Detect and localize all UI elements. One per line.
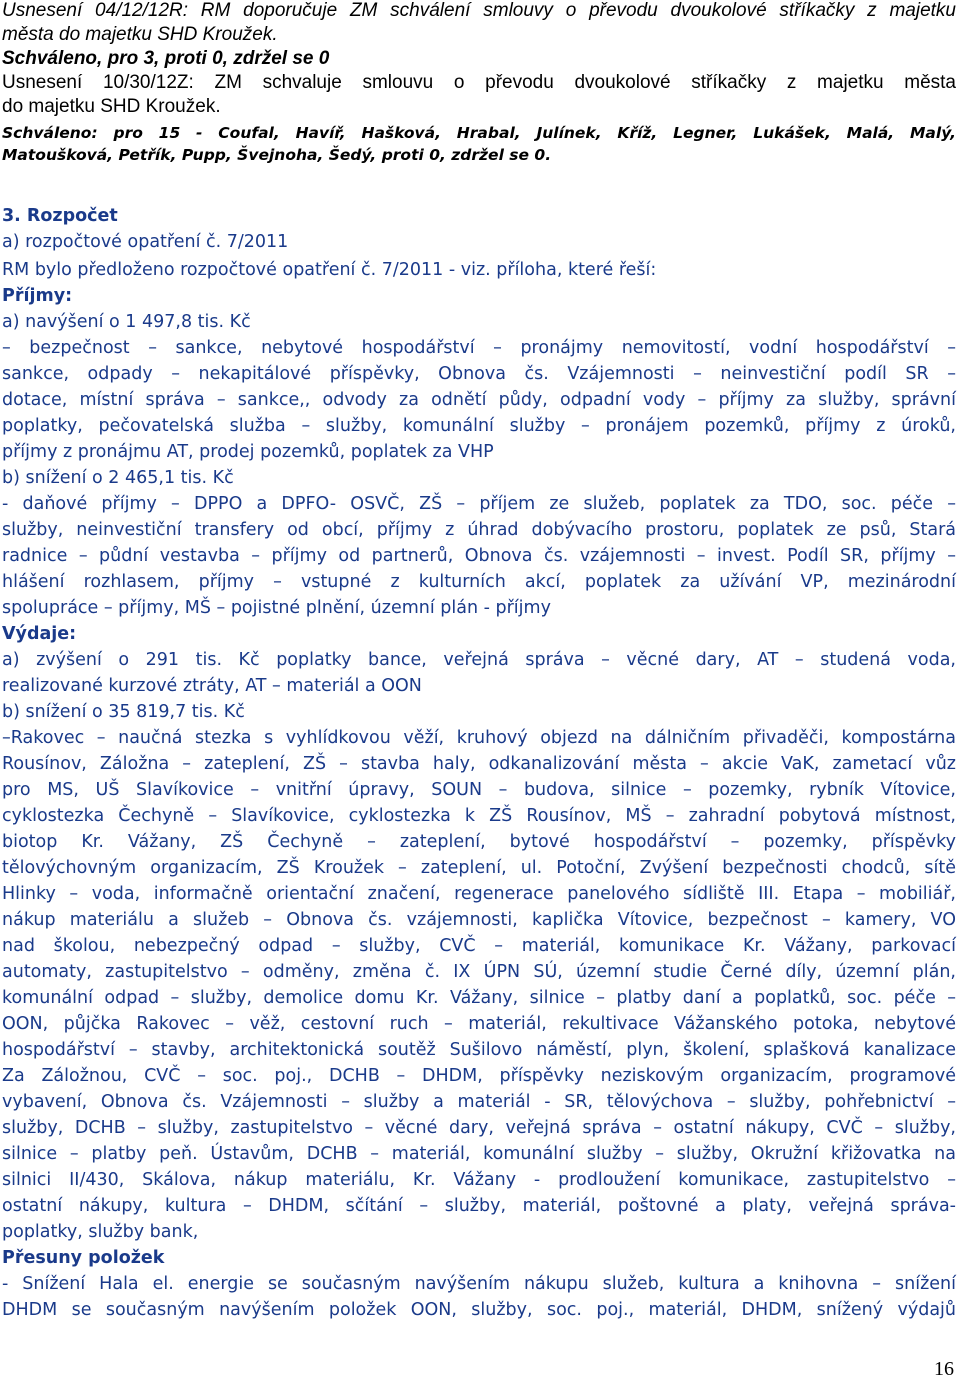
expenses-decrease-line: hospodářství – stavby, architektonická soutěž Sušilovo náměstí, plyn, školení, splašková kanalizace: [2, 1040, 956, 1060]
expenses-decrease-line: Hlinky – voda, informačně orientační značení, regenerace panelového sídliště III. Etapa – mobiliář,: [2, 884, 956, 904]
income-decrease-line: - daňové příjmy – DPPO a DPFO- OSVČ, ZŠ – příjem ze služeb, poplatek za TDO, soc. péče –: [2, 494, 956, 514]
section-intro: RM bylo předloženo rozpočtové opatření č. 7/2011 - viz. příloha, které řeší:: [2, 260, 657, 280]
resolution-vote-2: Schváleno: pro 15 - Coufal, Havíř, Hašková, Hrabal, Julínek, Kříž, Legner, Lukášek, Malá, Malý,: [2, 124, 956, 142]
income-line: sankce, odpady – nekapitálové příspěvky, Obnova čs. Vzájemnosti – neinvestiční podíl SR –: [2, 364, 956, 384]
expenses-decrease-line: automaty, zastupitelstvo – odměny, změna č. IX ÚPN SÚ, územní studie Černé díly, územní plán,: [2, 962, 956, 982]
transfers-heading: Přesuny položek: [2, 1248, 165, 1268]
expenses-decrease-line: silnice – platby peň. Ústavům, DCHB – materiál, komunální služby – služby, Okružní křižovatka na: [2, 1144, 956, 1164]
expenses-heading: Výdaje:: [2, 624, 77, 644]
income-decrease-line: hlášení rozhlasem, příjmy – vstupné z kulturních akcí, poplatek za užívání VP, mezinárodní: [2, 572, 956, 592]
expenses-decrease-line: poplatky, služby bank,: [2, 1222, 199, 1242]
resolution-line-4: Usnesení 10/30/12Z: ZM schvaluje smlouvu o převodu dvoukolové stříkačky z majetku města: [2, 72, 956, 93]
income-line: – bezpečnost – sankce, nebytové hospodářství – pronájmy nemovitostí, vodní hospodářství –: [2, 338, 956, 358]
page-number: 16: [934, 1358, 954, 1380]
expenses-increase-line: realizované kurzové ztráty, AT – materiál a OON: [2, 676, 422, 696]
income-heading: Příjmy:: [2, 286, 73, 306]
income-decrease-line: služby, neinvestiční transfery od obcí, příjmy z úhrad dobývacího prostoru, poplatek ze psů, Stará: [2, 520, 956, 540]
income-decrease-line: radnice – půdní vestavba – příjmy od partnerů, Obnova čs. vzájemnosti – invest. Podíl SR, příjmy –: [2, 546, 956, 566]
income-line: poplatky, pečovatelská služba – služby, komunální služby – pronájem pozemků, příjmy z úroků,: [2, 416, 956, 436]
expenses-decrease-line: vybavení, Obnova čs. Vzájemnosti – služby a materiál - SR, tělovýchova – služby, pohřebnictví –: [2, 1092, 956, 1112]
expenses-decrease-line: –Rakovec – naučná stezka s vyhlídkovou věží, kruhový objezd na dálničním přivaděči, kompostárna: [2, 728, 956, 748]
expenses-decrease-line: Rousínov, Záložna – zateplení, ZŠ – stavba haly, odkanalizování města – akcie VaK, zametací vůz: [2, 754, 956, 774]
income-increase: a) navýšení o 1 497,8 tis. Kč: [2, 312, 251, 332]
income-line: příjmy z pronájmu AT, prodej pozemků, poplatek za VHP: [2, 442, 494, 462]
resolution-line-2: města do majetku SHD Kroužek.: [2, 24, 278, 45]
expenses-decrease-line: Za Záložnou, CVČ – soc. poj., DCHB – DHDM, příspěvky neziskovým organizacím, programové: [2, 1066, 956, 1086]
expenses-decrease-line: OON, půjčka Rakovec – věž, cestovní ruch – materiál, rekultivace Vážanského potoka, nebytové: [2, 1014, 956, 1034]
expenses-decrease-line: komunální odpad – služby, demolice domu Kr. Vážany, silnice – platby daní a poplatků, soc. péče –: [2, 988, 956, 1008]
expenses-decrease-line: cyklostezka Čechyně – Slavíkovice, cyklostezka k ZŠ Rousínov, MŠ – zahradní pobytová místnost,: [2, 806, 956, 826]
expenses-decrease-line: nad školou, nebezpečný odpad – služby, CVČ – materiál, komunikace Kr. Vážany, parkovací: [2, 936, 956, 956]
resolution-line-1: Usnesení 04/12/12R: RM doporučuje ZM schválení smlouvy o převodu dvoukolové stříkačky z majetku: [2, 0, 956, 21]
income-line: dotace, místní správa – sankce,, odvody za odnětí půdy, odpadní vody – příjmy za služby, správní: [2, 390, 956, 410]
income-decrease: b) snížení o 2 465,1 tis. Kč: [2, 468, 234, 488]
expenses-decrease-line: silnici II/430, Skálova, nákup materiálu, Kr. Vážany - prodloužení komunikace, zastupitelstvo –: [2, 1170, 956, 1190]
expenses-decrease-line: pro MS, UŠ Slavíkovice – vnitřní úpravy, SOUN – budova, silnice – pozemky, rybník Vítovice,: [2, 780, 956, 800]
expenses-decrease-line: biotop Kr. Vážany, ZŠ Čechyně – zateplení, bytové hospodářství – pozemky, příspěvky: [2, 832, 956, 852]
section-subtitle: a) rozpočtové opatření č. 7/2011: [2, 232, 289, 252]
transfers-line: DHDM se současným navýšením položek OON, služby, soc. poj., materiál, DHDM, snížený výdajů: [2, 1300, 956, 1320]
resolution-vote-1: Schváleno, pro 3, proti 0, zdržel se 0: [2, 48, 330, 69]
resolution-vote-2-cont: Matoušková, Petřík, Pupp, Švejnoha, Šedý, proti 0, zdržel se 0.: [2, 146, 552, 164]
expenses-decrease-line: služby, DCHB – služby, zastupitelstvo – věcné dary, veřejná správa – ostatní nákupy, CVČ – služby,: [2, 1118, 956, 1138]
expenses-decrease-line: tělovýchovným organizacím, ZŠ Kroužek – zateplení, ul. Potoční, Zvýšení bezpečnosti chodců, sítě: [2, 858, 956, 878]
section-title: 3. Rozpočet: [2, 206, 118, 226]
expenses-decrease-line: ostatní nákupy, kultura – DHDM, sčítání – služby, materiál, poštovné a platy, veřejná správa-: [2, 1196, 956, 1216]
expenses-decrease: b) snížení o 35 819,7 tis. Kč: [2, 702, 245, 722]
expenses-decrease-line: nákup materiálu a služeb – Obnova čs. vzájemnosti, kaplička Vítovice, bezpečnost – kamery, VO: [2, 910, 956, 930]
income-decrease-line: spolupráce – příjmy, MŠ – pojistné plnění, územní plán - příjmy: [2, 598, 551, 618]
resolution-line-5: do majetku SHD Kroužek.: [2, 96, 221, 117]
expenses-increase-line: a) zvýšení o 291 tis. Kč poplatky bance, veřejná správa – věcné dary, AT – studená voda,: [2, 650, 956, 670]
transfers-line: - Snížení Hala el. energie se současným navýšením nákupu služeb, kultura a knihovna – snížení: [2, 1274, 956, 1294]
